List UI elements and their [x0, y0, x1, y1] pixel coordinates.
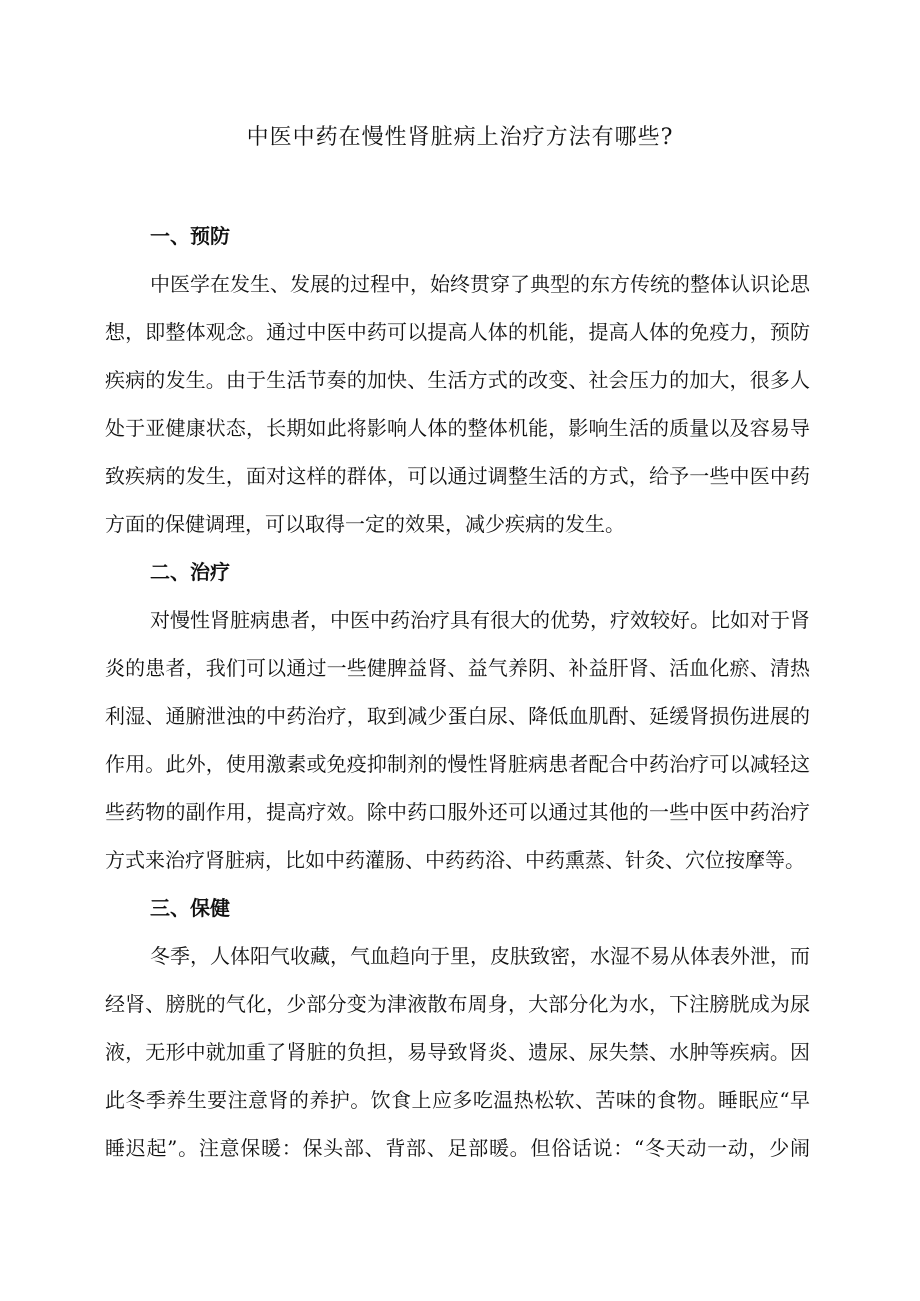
paragraph-line: 对慢性肾脏病患者，中医中药治疗具有很大的优势，疗效较好。比如对于肾: [150, 608, 810, 632]
section-heading-healthcare: 三、保健: [150, 896, 230, 920]
paragraph-line: 炎的患者，我们可以通过一些健脾益肾、益气养阴、补益肝肾、活血化瘀、清热: [105, 656, 810, 680]
paragraph-line: 方式来治疗肾脏病，比如中药灌肠、中药药浴、中药熏蒸、针灸、穴位按摩等。: [105, 848, 805, 872]
section-heading-treatment: 二、治疗: [150, 560, 230, 584]
paragraph-line: 处于亚健康状态，长期如此将影响人体的整体机能，影响生活的质量以及容易导: [105, 416, 810, 440]
paragraph-line: 方面的保健调理，可以取得一定的效果，减少疾病的发生。: [105, 512, 625, 536]
paragraph-line: 经肾、膀胱的气化，少部分变为津液散布周身，大部分化为水，下注膀胱成为尿: [105, 992, 810, 1016]
section-paragraph-prevention: [105, 260, 810, 548]
paragraph-line: 利湿、通腑泄浊的中药治疗，取到减少蛋白尿、降低血肌酎、延缓肾损伤进展的: [105, 704, 810, 728]
paragraph-line: 中医学在发生、发展的过程中，始终贯穿了典型的东方传统的整体认识论思: [150, 272, 810, 296]
section-heading-prevention: 一、预防: [150, 224, 230, 248]
paragraph-line: 睡迟起”。注意保暖：保头部、背部、足部暖。但俗话说：“冬天动一动，少闹: [105, 1136, 810, 1160]
paragraph-line: 液，无形中就加重了肾脏的负担，易导致肾炎、遗尿、尿失禁、水肿等疾病。因: [105, 1040, 810, 1064]
paragraph-line: 此冬季养生要注意肾的养护。饮食上应多吃温热松软、苦味的食物。睡眠应“早: [105, 1088, 810, 1112]
paragraph-line: 致疾病的发生，面对这样的群体，可以通过调整生活的方式，给予一些中医中药: [105, 464, 810, 488]
paragraph-line: 疾病的发生。由于生活节奏的加快、生活方式的改变、社会压力的加大，很多人: [105, 368, 810, 392]
paragraph-line: 冬季，人体阳气收藏，气血趋向于里，皮肤致密，水湿不易从体表外泄，而: [150, 944, 810, 968]
document-body: [105, 212, 810, 1172]
paragraph-line: 些药物的副作用，提高疗效。除中药口服外还可以通过其他的一些中医中药治疗: [105, 800, 810, 824]
paragraph-line: 想，即整体观念。通过中医中药可以提高人体的机能，提高人体的免疫力，预防: [105, 320, 810, 344]
document-title: 中医中药在慢性肾脏病上治疗方法有哪些?: [246, 125, 674, 150]
section-paragraph-healthcare: [105, 932, 810, 1172]
paragraph-line: 作用。此外，使用激素或免疫抑制剂的慢性肾脏病患者配合中药治疗可以减轻这: [105, 752, 810, 776]
section-paragraph-treatment: [105, 596, 810, 884]
